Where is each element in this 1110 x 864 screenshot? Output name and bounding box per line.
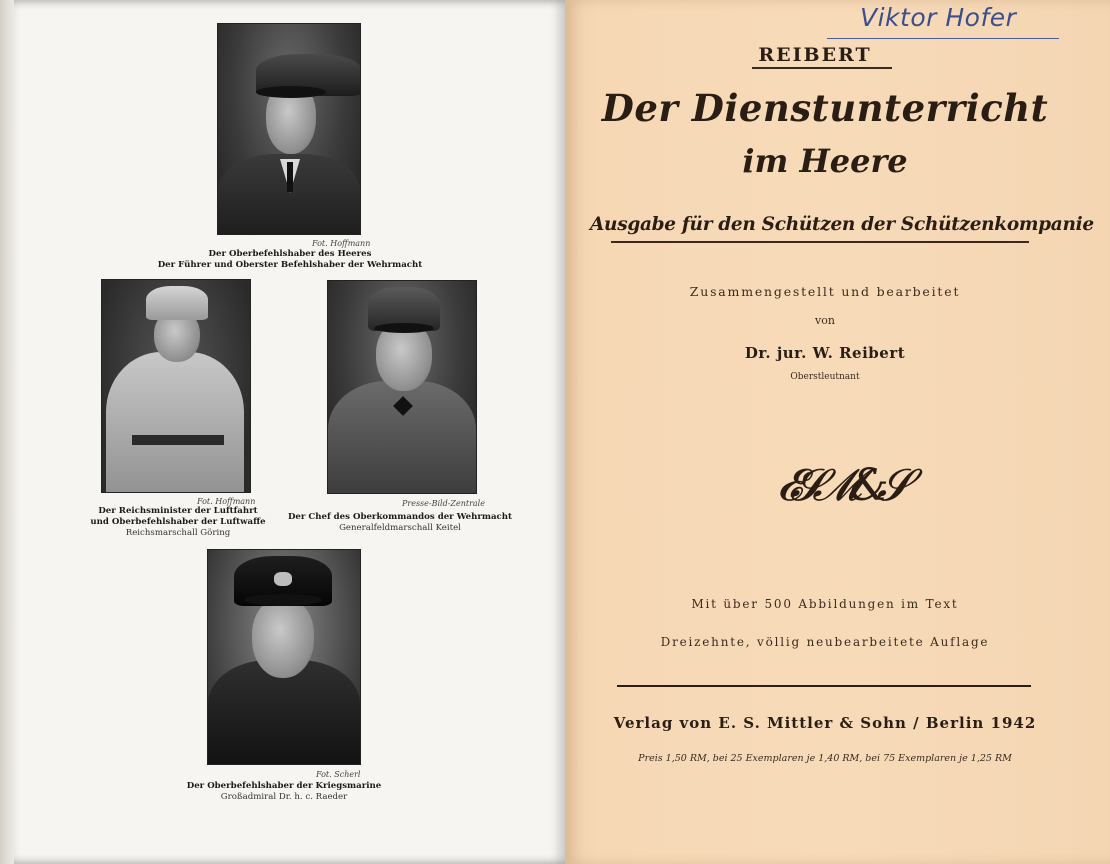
- edition-title: Ausgabe für den Schützen der Schützenkompanie: [590, 214, 1094, 235]
- photo-credit: Fot. Hoffmann: [197, 497, 256, 506]
- caption-line: Der Oberbefehlshaber der Kriegsmarine: [186, 781, 382, 791]
- book-title-line2: im Heere: [742, 142, 908, 180]
- illustrations-note: Mit über 500 Abbildungen im Text: [691, 597, 959, 611]
- caption-subtitle: Reichsmarschall Göring: [125, 528, 231, 538]
- owner-signature: Viktor Hofer: [860, 3, 1017, 32]
- portrait-photo-raeder: [208, 550, 360, 764]
- price-line: Preis 1,50 RM, bei 25 Exemplaren je 1,40 RM, bei 75 Exemplaren je 1,25 RM: [638, 753, 1012, 764]
- book-title-line1: Der Dienstunterricht: [601, 86, 1049, 130]
- divider-rule: [617, 685, 1031, 687]
- portrait-caption-goering: [68, 506, 288, 539]
- publisher-line: Verlag von E. S. Mittler & Sohn / Berlin 1942: [613, 714, 1037, 732]
- caption-subtitle: Generalfeldmarschall Keitel: [339, 523, 461, 533]
- edition-note: Dreizehnte, völlig neubearbeitete Auflage: [660, 635, 990, 649]
- publisher-monogram: 𝓔𝓢𝓜&𝓢: [777, 460, 899, 511]
- portrait-caption-raeder: [158, 781, 410, 803]
- compiled-by-line: Zusammengestellt und bearbeitet: [689, 284, 961, 299]
- photo-credit: Fot. Scherl: [316, 770, 361, 779]
- right-page-title-page: [565, 0, 1110, 864]
- signature-underline: [827, 38, 1059, 39]
- portrait-photo-hitler: [218, 24, 360, 234]
- von-line: von: [815, 314, 835, 327]
- author-rank: Oberstleutnant: [790, 372, 860, 382]
- edition-title-underline: [611, 241, 1029, 243]
- caption-line: und Oberbefehlshaber der Luftwaffe: [90, 517, 266, 527]
- portrait-caption-hitler: [150, 249, 430, 271]
- photo-credit: Presse-Bild-Zentrale: [402, 499, 485, 508]
- caption-subtitle: Großadmiral Dr. h. c. Raeder: [220, 792, 348, 802]
- series-name: REIBERT: [758, 44, 872, 66]
- caption-line: Der Oberbefehlshaber des Heeres: [208, 249, 372, 259]
- series-underline: [752, 67, 892, 69]
- caption-line: Der Chef des Oberkommandos der Wehrmacht: [287, 512, 513, 522]
- caption-line: Der Reichsminister der Luftfahrt: [98, 506, 258, 516]
- photo-credit: Fot. Hoffmann: [312, 239, 371, 248]
- author-name: Dr. jur. W. Reibert: [744, 344, 906, 362]
- portrait-caption-keitel: [282, 512, 518, 534]
- caption-line: Der Führer und Oberster Befehlshaber der Wehrmacht: [157, 260, 423, 270]
- portrait-photo-goering: [102, 280, 250, 492]
- portrait-photo-keitel: [328, 281, 476, 493]
